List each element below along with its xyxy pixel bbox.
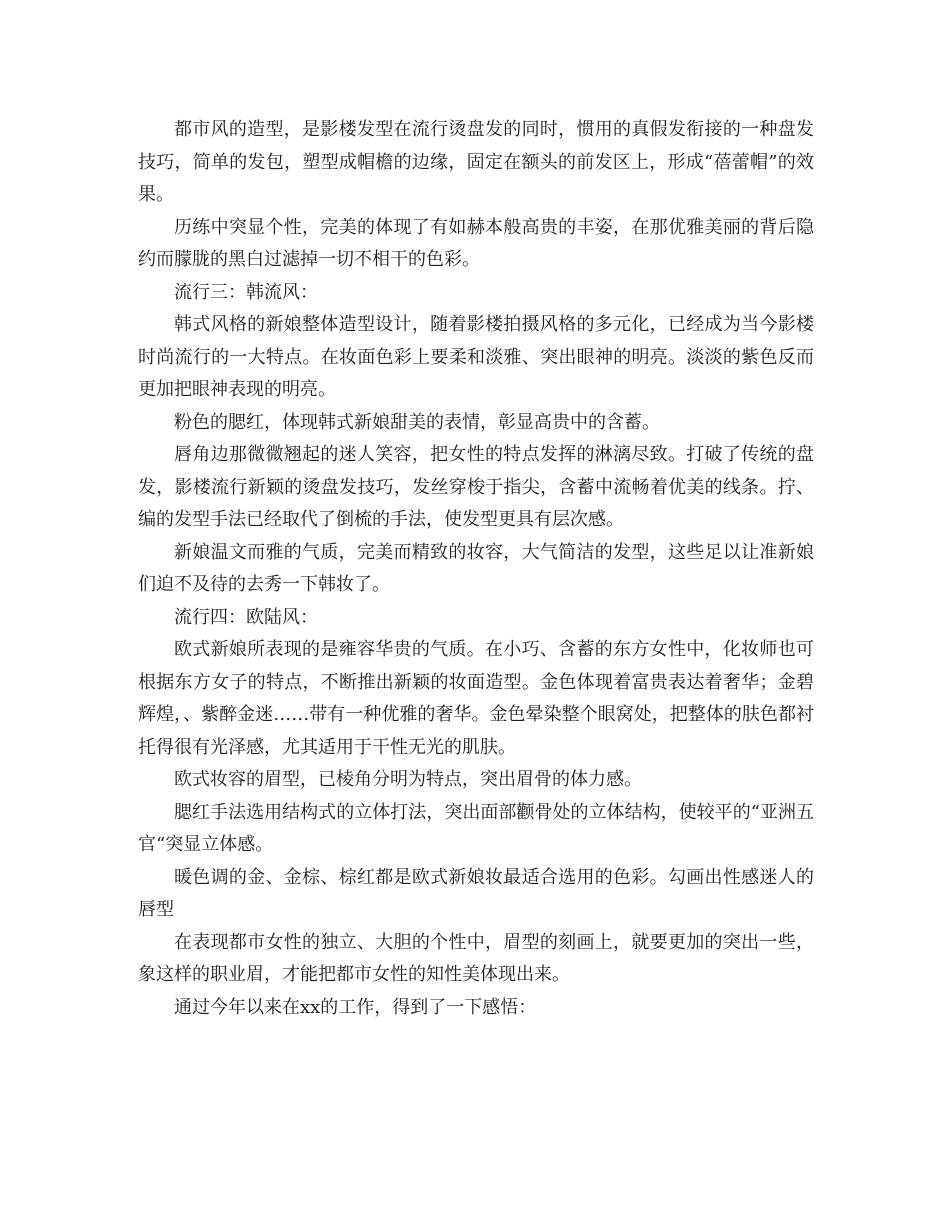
paragraph-korean-style: 韩式风格的新娘整体造型设计，随着影楼拍摄风格的多元化，已经成为当今影楼时尚流行的一大特点。在妆面色彩上要柔和淡雅、突出眼神的明亮。淡淡的紫色反而更加把眼神表现的明亮。 bbox=[138, 314, 814, 400]
document-body bbox=[138, 114, 814, 1024]
paragraph-blush-technique: 腮红手法选用结构式的立体打法，突出面部颧骨处的立体结构，使较平的“亚洲五官“突显立体感。 bbox=[138, 801, 814, 855]
heading-trend-four: 流行四：欧陆风： bbox=[174, 606, 318, 628]
paragraph-urban-style: 都市风的造型，是影楼发型在流行烫盘发的同时，惯用的真假发衔接的一种盘发技巧，简单的发包，塑型成帽檐的边缘，固定在额头的前发区上，形成“蓓蕾帽”的效果。 bbox=[138, 119, 814, 205]
paragraph-european-style: 欧式新娘所表现的是雍容华贵的气质。在小巧、含蓄的东方女性中，化妆师也可根据东方女子的特点，不断推出新颖的妆面造型。金色体现着富贵表达着奢华；金碧辉煌，、紫醉金迷……带有一种优雅的奢华。金色晕染整个眼窝处，把整体的肤色都衬托得很有光泽感，尤其适用于干性无光的肌肤。 bbox=[138, 639, 814, 758]
paragraph-career-brow: 在表现都市女性的独立、大胆的个性中，眉型的刻画上，就要更加的突出一些，象这样的职业眉，才能把都市女性的知性美体现出来。 bbox=[138, 931, 814, 985]
paragraph-reflection: 通过今年以来在xx的工作，得到了一下感悟： bbox=[174, 996, 537, 1018]
heading-trend-three: 流行三：韩流风： bbox=[174, 281, 318, 303]
paragraph-pink-blush: 粉色的腮红，体现韩式新娘甜美的表情，彰显高贵中的含蓄。 bbox=[174, 411, 660, 433]
paragraph-eyebrow: 欧式妆容的眉型，已棱角分明为特点，突出眉骨的体力感。 bbox=[174, 769, 642, 790]
paragraph-korean-makeup: 新娘温文而雅的气质，完美而精致的妆容，大气简洁的发型，这些足以让准新娘们迫不及待的去秀一下韩妆了。 bbox=[138, 541, 814, 595]
paragraph-warm-colors: 暖色调的金、金棕、棕红都是欧式新娘妆最适合选用的色彩。勾画出性感迷人的唇型 bbox=[138, 866, 814, 920]
paragraph-personality: 历练中突显个性，完美的体现了有如赫本般高贵的丰姿，在那优雅美丽的背后隐约而朦胧的黑白过滤掉一切不相干的色彩。 bbox=[138, 216, 814, 270]
paragraph-smile-hair: 唇角边那微微翘起的迷人笑容，把女性的特点发挥的淋漓尽致。打破了传统的盘发，影楼流行新颖的烫盘发技巧，发丝穿梭于指尖，含蓄中流畅着优美的线条。拧、编的发型手法已经取代了倒梳的手法，使发型更具有层次感。 bbox=[138, 444, 814, 530]
